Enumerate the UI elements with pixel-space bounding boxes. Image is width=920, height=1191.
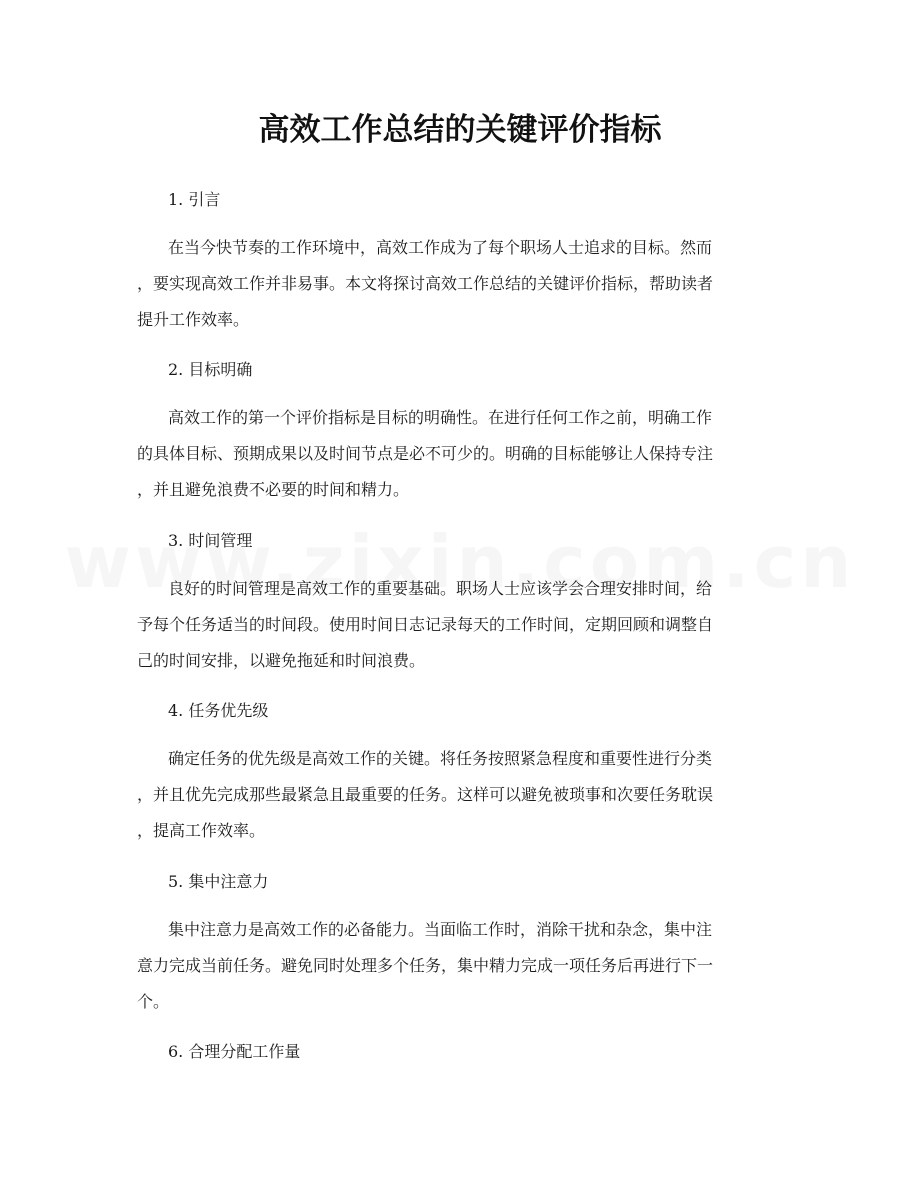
paragraph-line: 良好的时间管理是高效工作的重要基础。职场人士应该学会合理安排时间，给	[168, 579, 713, 598]
paragraph-line: 的具体目标、预期成果以及时间节点是必不可少的。明确的目标能够让人保持专注	[137, 444, 714, 463]
section-heading-workload: 6. 合理分配工作量	[168, 1042, 301, 1061]
paragraph-line: 提升工作效率。	[137, 310, 250, 329]
paragraph-line: 在当今快节奏的工作环境中，高效工作成为了每个职场人士追求的目标。然而	[168, 238, 713, 257]
paragraph-line: ，提高工作效率。	[137, 821, 266, 840]
paragraph-line: 个。	[137, 992, 170, 1011]
page-title: 高效工作总结的关键评价指标	[258, 112, 662, 148]
paragraph-line: 确定任务的优先级是高效工作的关键。将任务按照紧急程度和重要性进行分类	[168, 749, 713, 768]
section-heading-focus: 5. 集中注意力	[168, 872, 269, 891]
section-paragraph-priority	[137, 741, 783, 849]
paragraph-line: ，要实现高效工作并非易事。本文将探讨高效工作总结的关键评价指标，帮助读者	[137, 274, 714, 293]
section-heading-intro: 1. 引言	[168, 190, 221, 209]
paragraph-line: ，并且避免浪费不必要的时间和精力。	[137, 480, 410, 499]
section-heading-goals: 2. 目标明确	[168, 360, 253, 379]
paragraph-line: 意力完成当前任务。避免同时处理多个任务，集中精力完成一项任务后再进行下一	[137, 956, 714, 975]
section-paragraph-intro	[137, 230, 783, 338]
section-heading-time-management: 3. 时间管理	[168, 531, 253, 550]
paragraph-line: 集中注意力是高效工作的必备能力。当面临工作时，消除干扰和杂念，集中注	[168, 920, 713, 939]
section-paragraph-goals	[137, 400, 783, 508]
paragraph-line: ，并且优先完成那些最紧急且最重要的任务。这样可以避免被琐事和次要任务耽误	[137, 785, 714, 804]
section-paragraph-focus	[137, 912, 783, 1020]
paragraph-line: 高效工作的第一个评价指标是目标的明确性。在进行任何工作之前，明确工作	[168, 408, 713, 427]
section-paragraph-time-management	[137, 571, 783, 679]
section-heading-priority: 4. 任务优先级	[168, 701, 269, 720]
paragraph-line: 己的时间安排，以避免拖延和时间浪费。	[137, 651, 426, 670]
paragraph-line: 予每个任务适当的时间段。使用时间日志记录每天的工作时间，定期回顾和调整自	[137, 615, 714, 634]
